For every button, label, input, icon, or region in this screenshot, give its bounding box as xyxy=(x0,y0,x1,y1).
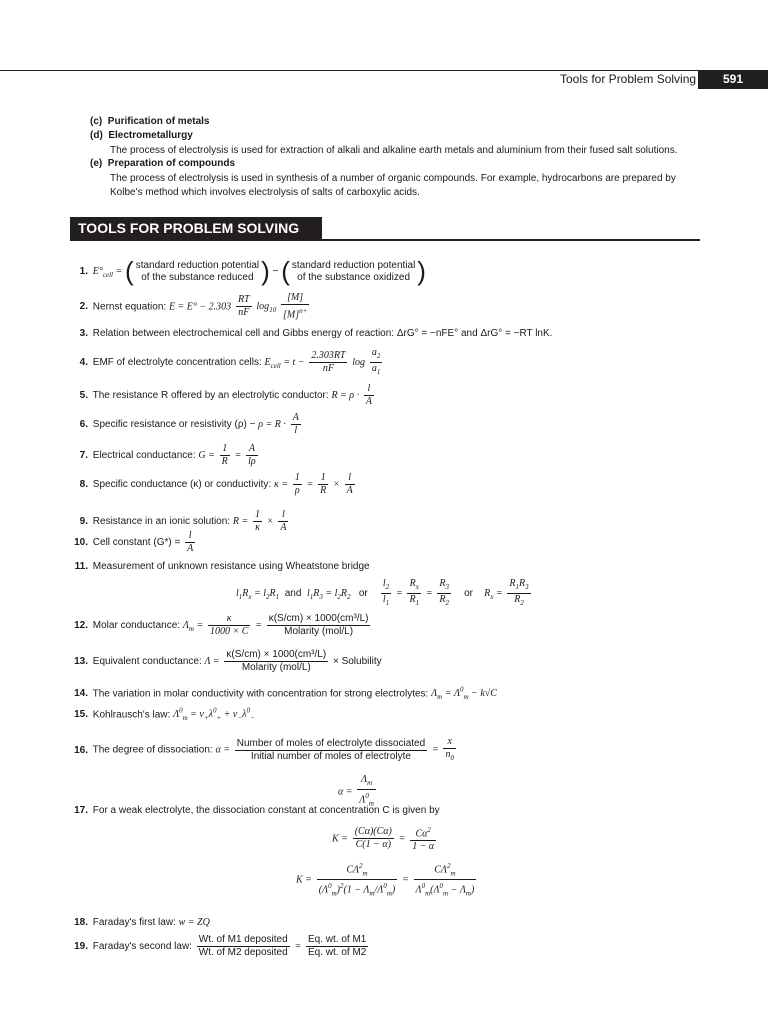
subsection-d: (d) Electrometallurgy xyxy=(90,130,193,141)
item-18: 18. Faraday's first law: w = ZQ xyxy=(74,917,210,928)
item-16: 16. The degree of dissociation: α = $\frac{\text{Number of moles of electrolyte dissociated}}{\text{Initial number of moles of electrolyte}}$ = $\frac{x}{n_0}$ xyxy=(74,736,454,762)
running-head: Tools for Problem Solving xyxy=(560,72,697,86)
item-13: 13. Equivalent conductance: Λ = $\frac{\text{κ(S/cm) × 1000(cm³/L)}}{\text{Molarity (mol/L)}}$ × Solubility xyxy=(74,649,382,673)
item-9: 9. Resistance in an ionic solution: R = $\frac{1}{\kappa}$ × $\frac{l}{A}$ xyxy=(79,509,287,533)
item-4: 4. EMF of electrolyte concentration cells: $E_{cell} = t$ − $\frac{2.303RT}{nF}$ log $\frac{a_2}{a_1}$ xyxy=(79,347,381,376)
item-17-k2: K = $\frac{C\Lambda^2_m}{(\Lambda^0_m)^2(1 - \Lambda_m/\Lambda^0_m)}$ = $\frac{C\Lambda^2_m}{\Lambda^0_m(\Lambda^0_m - \Lambda_m)}$ xyxy=(296,862,475,898)
item-11-formula: $l_1R_x = l_2R_1$ and $l_1R_3 = l_2R_2$ or $\frac{l_2}{l_1}$ = $\frac{R_x}{R_1}$ = $\frac{R_3}{R_2}$ or $R_x$ = $\frac{R_1R_3}{R_2}$ xyxy=(236,578,529,607)
item-11: 11. Measurement of unknown resistance using Wheatstone bridge xyxy=(74,561,370,572)
item-16-alpha: α = $\frac{\Lambda_m}{\Lambda^0_m}$ xyxy=(338,774,374,808)
item-6: 6. Specific resistance or resistivity (ρ) − ρ = R · $\frac{A}{l}$ xyxy=(79,412,299,436)
item-1: 1. $E^\circ_{cell}$ = ( standard reduction potential of the substance reduced ) − ( standard reduction potential of the substance oxidized ) xyxy=(79,256,426,286)
item-12: 12. Molar conductance: $\Lambda_m$ = $\frac{\kappa}{1000 \times C}$ = $\frac{\text{κ(S/cm) × 1000(cm³/L)}}{\text{Molarity (mol/L)}}$ xyxy=(74,613,369,637)
item-2: 2. Nernst equation: E = E° − 2.303 $\frac{RT}{nF}$ $\log_{10}$ $\frac{[M]}{[M]^{n+}}$ xyxy=(79,292,308,321)
section-title: TOOLS FOR PROBLEM SOLVING xyxy=(70,217,322,239)
item-8: 8. Specific conductance (κ) or conductivity: κ = $\frac{1}{\rho}$ = $\frac{1}{R}$ × $\frac{l}{A}$ xyxy=(79,472,353,496)
item-5: 5. The resistance R offered by an electrolytic conductor: R = ρ · $\frac{l}{A}$ xyxy=(79,383,372,407)
item-7: 7. Electrical conductance: G = $\frac{1}{R}$ = $\frac{A}{l\rho}$ xyxy=(79,443,256,467)
page-number: 591 xyxy=(698,70,768,89)
item-10: 10. Cell constant (G*) = $\frac{l}{A}$ xyxy=(74,530,194,554)
item-14: 14. The variation in molar conductivity with concentration for strong electrolytes: $\Lambda_m = \Lambda^0_m - k√C$ xyxy=(74,686,497,702)
item-17: 17. For a weak electrolyte, the dissociation constant at concentration C is given by xyxy=(74,805,440,816)
para-electrometallurgy: The process of electrolysis is used for extraction of alkali and alkaline earth metals and aluminium from their fused salt solutions. xyxy=(110,145,678,156)
para-preparation: The process of electrolysis is used in synthesis of a number of organic compounds. For example, hydrocarbons are prepared by Kolbe's method which involves electrolysis of salts of carboxylic acids. xyxy=(110,173,676,198)
item-3: 3. Relation between electrochemical cell and Gibbs energy of reaction: ΔrG° = −nFE° and ΔrG° = −RT lnK. xyxy=(79,328,553,339)
item-19: 19. Faraday's second law: $\frac{\text{Wt. of M1 deposited}}{\text{Wt. of M2 deposited}}$ = $\frac{\text{Eq. wt. of M1}}{\text{Eq. wt. of M2}}$ xyxy=(74,934,367,958)
section-rule xyxy=(70,239,700,241)
item-15: 15. Kohlrausch's law: $\Lambda^0_m = \nu_+\lambda^0_+ + \nu_-\lambda^0_-$ xyxy=(74,707,255,723)
subsection-e: (e) Preparation of compounds xyxy=(90,158,236,169)
header-rule xyxy=(0,70,768,71)
item-17-k1: K = $\frac{(C\alpha)(C\alpha)}{C(1 - \alpha)}$ = $\frac{C\alpha^2}{1 - \alpha}$ xyxy=(332,826,435,853)
subsection-c: (c) Purification of metals xyxy=(90,116,210,127)
